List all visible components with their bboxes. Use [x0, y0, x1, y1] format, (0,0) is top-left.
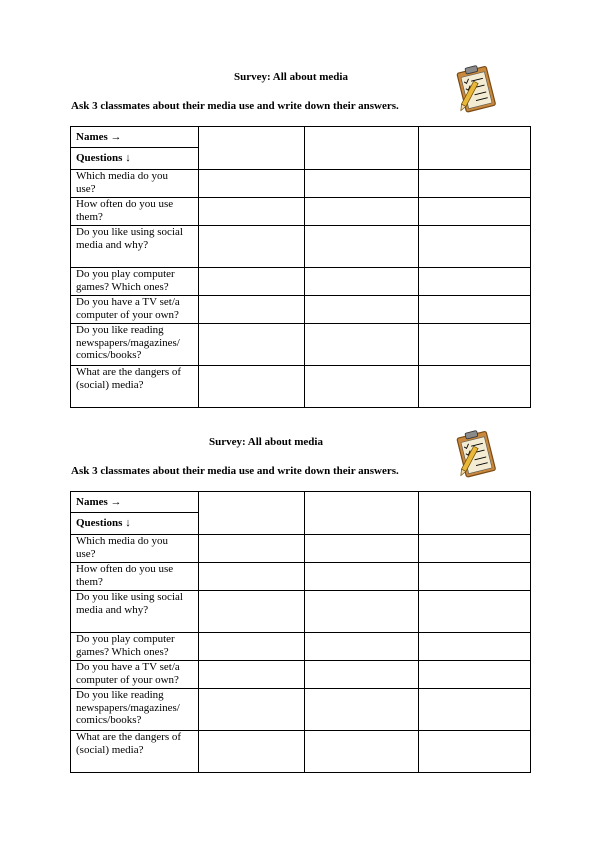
answer-cell[interactable] [419, 689, 531, 731]
name-cell-2[interactable] [305, 492, 419, 535]
answer-cell[interactable] [199, 268, 305, 296]
name-cell-1[interactable] [199, 492, 305, 535]
answer-cell[interactable] [305, 268, 419, 296]
answer-cell[interactable] [305, 689, 419, 731]
answer-cell[interactable] [305, 324, 419, 366]
question-cell: Do you like reading newspapers/magazines/ comics/books? [71, 324, 199, 366]
answer-cell[interactable] [419, 324, 531, 366]
question-cell: Do you play computer games? Which ones? [71, 633, 199, 661]
question-cell: Do you play computer games? Which ones? [71, 268, 199, 296]
questions-header: Questions ↓ [71, 513, 199, 535]
answer-cell[interactable] [305, 226, 419, 268]
clipboard-checklist-icon [454, 427, 500, 479]
answer-cell[interactable] [199, 563, 305, 591]
answer-cell[interactable] [305, 591, 419, 633]
worksheet-title: Survey: All about media [209, 436, 323, 448]
answer-cell[interactable] [419, 661, 531, 689]
question-cell: Do you have a TV set/a computer of your own? [71, 661, 199, 689]
name-cell-3[interactable] [419, 492, 531, 535]
question-cell: How often do you use them? [71, 198, 199, 226]
names-header: Names → [71, 127, 199, 148]
worksheet-title: Survey: All about media [234, 71, 348, 83]
table-row [71, 689, 531, 731]
question-cell: Do you like reading newspapers/magazines/ comics/books? [71, 689, 199, 731]
table-row [71, 563, 531, 591]
answer-cell[interactable] [199, 226, 305, 268]
answer-cell[interactable] [305, 296, 419, 324]
clipboard-checklist-icon [454, 62, 500, 114]
answer-cell[interactable] [199, 591, 305, 633]
answer-cell[interactable] [419, 591, 531, 633]
table-row [71, 591, 531, 633]
table-row [71, 226, 531, 268]
question-cell: Do you like using social media and why? [71, 226, 199, 268]
answer-cell[interactable] [419, 535, 531, 563]
question-cell: How often do you use them? [71, 563, 199, 591]
question-cell: Do you like using social media and why? [71, 591, 199, 633]
answer-cell[interactable] [305, 198, 419, 226]
table-row [71, 731, 531, 773]
answer-cell[interactable] [199, 661, 305, 689]
table-row [71, 633, 531, 661]
answer-cell[interactable] [419, 198, 531, 226]
answer-cell[interactable] [419, 268, 531, 296]
answer-cell[interactable] [419, 170, 531, 198]
table-row [71, 268, 531, 296]
question-cell: Which media do you use? [71, 170, 199, 198]
survey-table [70, 126, 531, 408]
answer-cell[interactable] [199, 198, 305, 226]
name-cell-1[interactable] [199, 127, 305, 170]
question-cell: Which media do you use? [71, 535, 199, 563]
answer-cell[interactable] [305, 731, 419, 773]
name-cell-3[interactable] [419, 127, 531, 170]
table-row [71, 535, 531, 563]
table-row [71, 366, 531, 408]
answer-cell[interactable] [305, 633, 419, 661]
answer-cell[interactable] [305, 661, 419, 689]
questions-header: Questions ↓ [71, 148, 199, 170]
answer-cell[interactable] [419, 366, 531, 408]
answer-cell[interactable] [305, 535, 419, 563]
names-header: Names → [71, 492, 199, 513]
worksheet-instruction: Ask 3 classmates about their media use and write down their answers. [71, 100, 399, 112]
table-row [71, 170, 531, 198]
survey-table [70, 491, 531, 773]
table-row [71, 198, 531, 226]
question-cell: What are the dangers of (social) media? [71, 366, 199, 408]
answer-cell[interactable] [305, 563, 419, 591]
answer-cell[interactable] [199, 731, 305, 773]
name-cell-2[interactable] [305, 127, 419, 170]
answer-cell[interactable] [305, 366, 419, 408]
answer-cell[interactable] [199, 170, 305, 198]
worksheet-instruction: Ask 3 classmates about their media use and write down their answers. [71, 465, 399, 477]
answer-cell[interactable] [419, 731, 531, 773]
answer-cell[interactable] [199, 296, 305, 324]
answer-cell[interactable] [419, 296, 531, 324]
table-row [71, 296, 531, 324]
answer-cell[interactable] [419, 633, 531, 661]
answer-cell[interactable] [419, 563, 531, 591]
answer-cell[interactable] [199, 633, 305, 661]
answer-cell[interactable] [199, 324, 305, 366]
table-row [71, 661, 531, 689]
answer-cell[interactable] [199, 689, 305, 731]
answer-cell[interactable] [199, 535, 305, 563]
answer-cell[interactable] [419, 226, 531, 268]
answer-cell[interactable] [305, 170, 419, 198]
question-cell: Do you have a TV set/a computer of your own? [71, 296, 199, 324]
answer-cell[interactable] [199, 366, 305, 408]
table-row [71, 324, 531, 366]
question-cell: What are the dangers of (social) media? [71, 731, 199, 773]
